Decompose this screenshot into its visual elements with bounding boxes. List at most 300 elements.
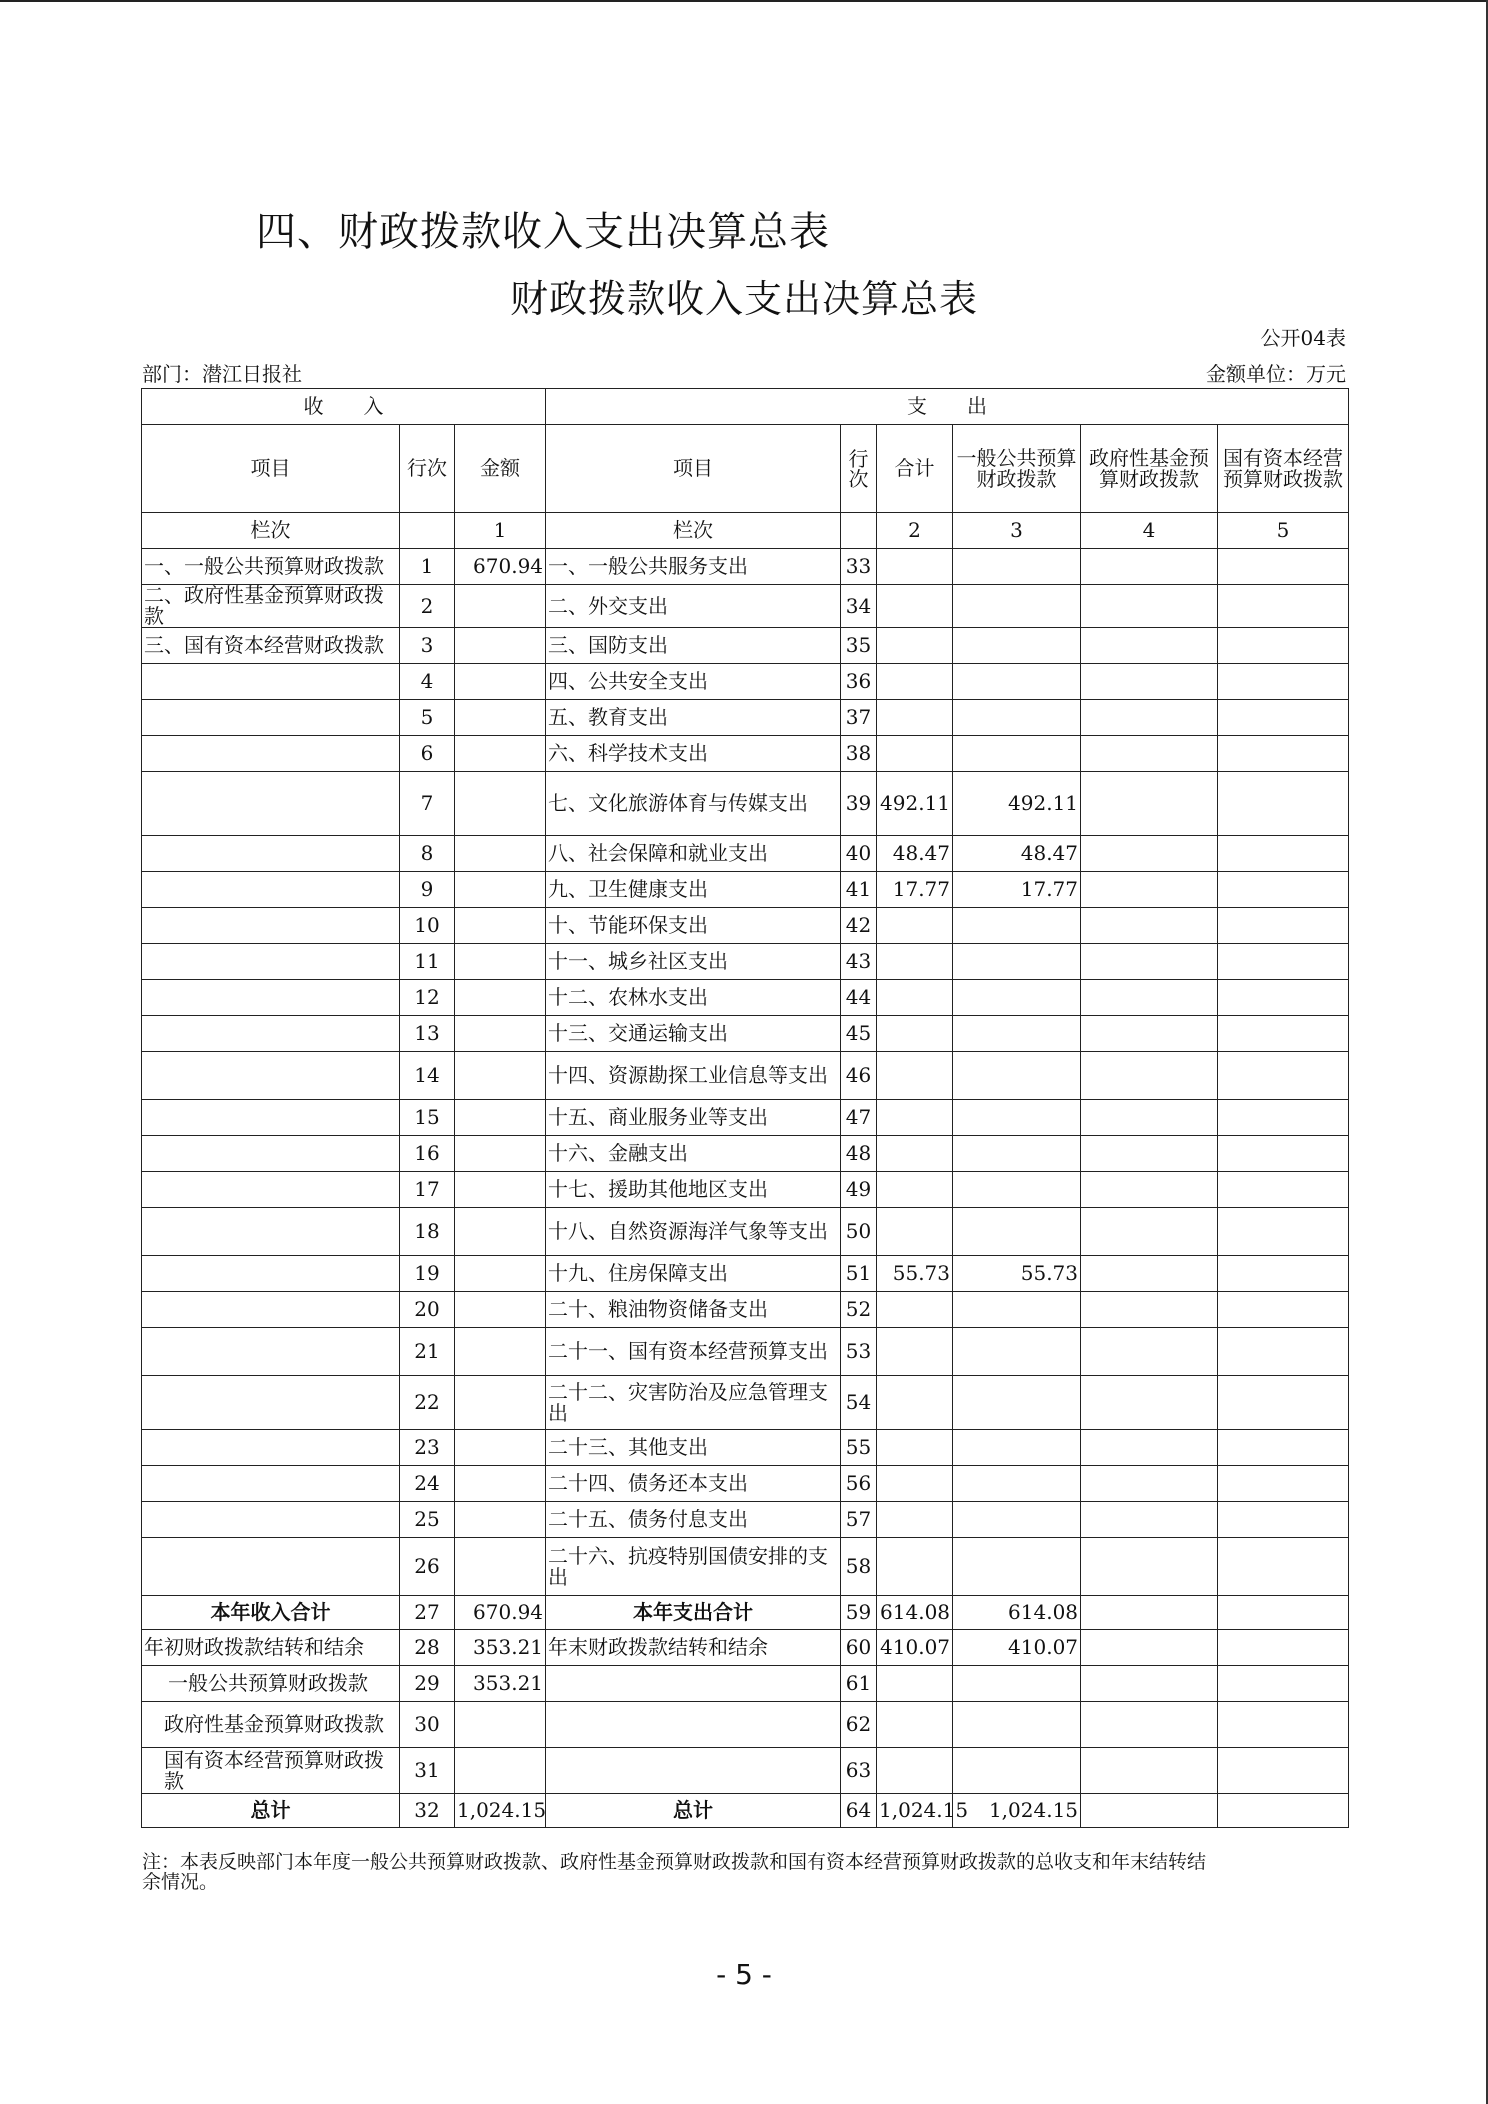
general-budget-amount <box>953 1466 1081 1502</box>
gov-fund-amount <box>1081 1208 1218 1256</box>
expense-item: 二十五、债务付息支出 <box>546 1502 841 1538</box>
annual-total-row <box>142 1596 1349 1630</box>
budget-table <box>141 388 1349 1828</box>
expense-item: 十八、自然资源海洋气象等支出 <box>546 1208 841 1256</box>
expense-total <box>877 585 953 628</box>
grand-income-no: 32 <box>400 1794 455 1828</box>
general-budget-amount <box>953 1502 1081 1538</box>
blank-cell <box>841 513 877 549</box>
expense-item: 二十、粮油物资储备支出 <box>546 1292 841 1328</box>
income-item-header: 项目 <box>142 425 400 513</box>
expense-total: 17.77 <box>877 872 953 908</box>
income-amount <box>455 1328 546 1376</box>
expense-item: 十六、金融支出 <box>546 1136 841 1172</box>
begin-general-no: 29 <box>400 1666 455 1702</box>
general-budget-amount <box>953 736 1081 772</box>
table-row <box>142 585 1349 628</box>
table-row <box>142 664 1349 700</box>
gov-fund-amount <box>1081 980 1218 1016</box>
income-row-no: 21 <box>400 1328 455 1376</box>
income-amount <box>455 664 546 700</box>
income-row-no: 6 <box>400 736 455 772</box>
blank-cell <box>1081 1596 1218 1630</box>
table-row <box>142 872 1349 908</box>
expense-total <box>877 1136 953 1172</box>
income-item <box>142 1376 400 1430</box>
state-capital-amount <box>1218 872 1349 908</box>
state-capital-amount <box>1218 1136 1349 1172</box>
income-amount <box>455 628 546 664</box>
expense-row-no: 52 <box>841 1292 877 1328</box>
begin-capital-amount <box>455 1748 546 1794</box>
balance-general-row <box>142 1666 1349 1702</box>
income-item <box>142 872 400 908</box>
grand-income-amount: 1,024.15 <box>455 1794 546 1828</box>
expense-row-no: 44 <box>841 980 877 1016</box>
begin-balance-label: 年初财政拨款结转和结余 <box>142 1630 400 1666</box>
grand-expense-label: 总计 <box>546 1794 841 1828</box>
expense-row-no: 56 <box>841 1466 877 1502</box>
begin-fund-amount <box>455 1702 546 1748</box>
income-row-no: 5 <box>400 700 455 736</box>
gov-fund-header: 政府性基金预算财政拨款 <box>1081 425 1218 513</box>
state-capital-amount <box>1218 1538 1349 1596</box>
income-item <box>142 1016 400 1052</box>
expense-total-no: 59 <box>841 1596 877 1630</box>
row-63-no: 63 <box>841 1748 877 1794</box>
expense-row-no: 58 <box>841 1538 877 1596</box>
expense-row-no: 41 <box>841 872 877 908</box>
general-budget-amount <box>953 1100 1081 1136</box>
blank-cell <box>953 1702 1081 1748</box>
table-row <box>142 980 1349 1016</box>
gov-fund-amount <box>1081 1328 1218 1376</box>
table-row <box>142 1016 1349 1052</box>
gov-fund-amount <box>1081 664 1218 700</box>
expense-item-header: 项目 <box>546 425 841 513</box>
expense-row-no: 45 <box>841 1016 877 1052</box>
gov-fund-amount <box>1081 1538 1218 1596</box>
begin-balance-amount: 353.21 <box>455 1630 546 1666</box>
gov-fund-amount <box>1081 736 1218 772</box>
general-budget-amount <box>953 628 1081 664</box>
begin-capital-no: 31 <box>400 1748 455 1794</box>
general-budget-amount <box>953 1376 1081 1430</box>
expense-total <box>877 980 953 1016</box>
income-row-no: 25 <box>400 1502 455 1538</box>
income-amount <box>455 700 546 736</box>
income-amount <box>455 908 546 944</box>
expense-total <box>877 549 953 585</box>
total-header: 合计 <box>877 425 953 513</box>
expense-item: 十一、城乡社区支出 <box>546 944 841 980</box>
table-row <box>142 1328 1349 1376</box>
expense-total <box>877 1292 953 1328</box>
begin-fund-label: 政府性基金预算财政拨款 <box>142 1702 400 1748</box>
table-row <box>142 700 1349 736</box>
gov-fund-amount <box>1081 1172 1218 1208</box>
general-budget-amount: 17.77 <box>953 872 1081 908</box>
expense-item: 九、卫生健康支出 <box>546 872 841 908</box>
grand-expense-no: 64 <box>841 1794 877 1828</box>
blank-cell <box>1081 1702 1218 1748</box>
income-amount <box>455 1052 546 1100</box>
state-capital-amount <box>1218 1172 1349 1208</box>
begin-general-amount: 353.21 <box>455 1666 546 1702</box>
income-item <box>142 1328 400 1376</box>
grand-income-label: 总计 <box>142 1794 400 1828</box>
gov-fund-amount <box>1081 836 1218 872</box>
income-item: 三、国有资本经营财政拨款 <box>142 628 400 664</box>
expense-total <box>877 1052 953 1100</box>
income-row-no: 19 <box>400 1256 455 1292</box>
income-amount <box>455 772 546 836</box>
blank-cell <box>1081 1748 1218 1794</box>
expense-row-no: 54 <box>841 1376 877 1430</box>
expense-total <box>877 736 953 772</box>
gov-fund-amount <box>1081 1136 1218 1172</box>
table-title: 财政拨款收入支出决算总表 <box>509 277 978 321</box>
blank-cell <box>1218 1794 1349 1828</box>
table-row <box>142 908 1349 944</box>
blank-cell <box>953 1666 1081 1702</box>
general-budget-amount <box>953 1172 1081 1208</box>
state-capital-amount <box>1218 1016 1349 1052</box>
income-item <box>142 980 400 1016</box>
income-item: 二、政府性基金预算财政拨款 <box>142 585 400 628</box>
expense-item: 二十四、债务还本支出 <box>546 1466 841 1502</box>
expense-total <box>877 700 953 736</box>
income-row-no: 3 <box>400 628 455 664</box>
balance-row <box>142 1630 1349 1666</box>
col-3-label: 3 <box>953 513 1081 549</box>
income-row-no: 14 <box>400 1052 455 1100</box>
end-balance-no: 60 <box>841 1630 877 1666</box>
expense-item: 五、教育支出 <box>546 700 841 736</box>
income-group-header: 收 入 <box>142 389 546 425</box>
expense-total: 48.47 <box>877 836 953 872</box>
general-budget-amount <box>953 1052 1081 1100</box>
income-total-label: 本年收入合计 <box>142 1596 400 1630</box>
income-item <box>142 1136 400 1172</box>
table-row <box>142 1466 1349 1502</box>
blank-cell <box>1081 1666 1218 1702</box>
income-amount <box>455 872 546 908</box>
general-budget-amount: 55.73 <box>953 1256 1081 1292</box>
expense-item: 十五、商业服务业等支出 <box>546 1100 841 1136</box>
expense-item: 二、外交支出 <box>546 585 841 628</box>
expense-item: 十二、农林水支出 <box>546 980 841 1016</box>
income-row-no: 13 <box>400 1016 455 1052</box>
expense-total <box>877 1208 953 1256</box>
end-balance-label: 年末财政拨款结转和结余 <box>546 1630 841 1666</box>
end-balance-amount: 410.07 <box>877 1630 953 1666</box>
income-row-no: 2 <box>400 585 455 628</box>
general-budget-amount <box>953 1538 1081 1596</box>
state-capital-amount <box>1218 1208 1349 1256</box>
unit-label: 金额单位：万元 <box>1206 362 1346 386</box>
state-capital-amount <box>1218 1052 1349 1100</box>
gov-fund-amount <box>1081 549 1218 585</box>
state-capital-amount <box>1218 585 1349 628</box>
general-budget-amount <box>953 585 1081 628</box>
blank-cell <box>877 1666 953 1702</box>
state-capital-amount <box>1218 628 1349 664</box>
expense-item: 四、公共安全支出 <box>546 664 841 700</box>
grand-expense-amount: 1,024.15 <box>877 1794 953 1828</box>
income-row-no: 4 <box>400 664 455 700</box>
state-capital-amount <box>1218 1466 1349 1502</box>
income-total-amount: 670.94 <box>455 1596 546 1630</box>
col-2-label: 2 <box>877 513 953 549</box>
general-budget-amount <box>953 664 1081 700</box>
state-capital-amount <box>1218 908 1349 944</box>
state-capital-amount <box>1218 772 1349 836</box>
income-amount <box>455 836 546 872</box>
expense-row-no: 51 <box>841 1256 877 1292</box>
income-amount <box>455 1466 546 1502</box>
row-61-no: 61 <box>841 1666 877 1702</box>
income-item <box>142 908 400 944</box>
expense-item: 三、国防支出 <box>546 628 841 664</box>
expense-item: 十三、交通运输支出 <box>546 1016 841 1052</box>
begin-balance-no: 28 <box>400 1630 455 1666</box>
expense-total-amount: 614.08 <box>877 1596 953 1630</box>
table-row <box>142 1052 1349 1100</box>
state-capital-header: 国有资本经营预算财政拨款 <box>1218 425 1349 513</box>
expense-item: 十九、住房保障支出 <box>546 1256 841 1292</box>
blank-cell <box>546 1702 841 1748</box>
blank-cell <box>1081 1794 1218 1828</box>
blank-cell <box>1218 1666 1349 1702</box>
table-row <box>142 1100 1349 1136</box>
expense-row-no: 33 <box>841 549 877 585</box>
blank-cell <box>400 513 455 549</box>
blank-cell <box>1218 1630 1349 1666</box>
state-capital-amount <box>1218 1502 1349 1538</box>
general-budget-amount: 492.11 <box>953 772 1081 836</box>
expense-item: 十四、资源勘探工业信息等支出 <box>546 1052 841 1100</box>
expense-total: 55.73 <box>877 1256 953 1292</box>
state-capital-amount <box>1218 1328 1349 1376</box>
blank-cell <box>877 1702 953 1748</box>
general-budget-amount <box>953 944 1081 980</box>
income-amount <box>455 1502 546 1538</box>
expense-row-no: 38 <box>841 736 877 772</box>
table-row <box>142 1430 1349 1466</box>
general-budget-amount <box>953 1430 1081 1466</box>
expense-total <box>877 664 953 700</box>
table-row <box>142 1502 1349 1538</box>
income-row-no: 26 <box>400 1538 455 1596</box>
table-row <box>142 1292 1349 1328</box>
gov-fund-amount <box>1081 628 1218 664</box>
blank-cell <box>546 1748 841 1794</box>
general-budget-amount <box>953 1292 1081 1328</box>
row-62-no: 62 <box>841 1702 877 1748</box>
general-budget-amount <box>953 1328 1081 1376</box>
expense-item: 七、文化旅游体育与传媒支出 <box>546 772 841 836</box>
expense-group-header: 支 出 <box>546 389 1349 425</box>
blank-cell <box>546 1666 841 1702</box>
income-row-no: 8 <box>400 836 455 872</box>
expense-column-no-label: 栏次 <box>546 513 841 549</box>
expense-row-no: 46 <box>841 1052 877 1100</box>
income-amount <box>455 1430 546 1466</box>
state-capital-amount <box>1218 1292 1349 1328</box>
state-capital-amount <box>1218 836 1349 872</box>
expense-row-no: 57 <box>841 1502 877 1538</box>
expense-total <box>877 1466 953 1502</box>
page-number: - 5 - <box>716 1958 772 1991</box>
column-header-row <box>142 425 1349 513</box>
expense-total <box>877 1502 953 1538</box>
expense-item: 二十二、灾害防治及应急管理支出 <box>546 1376 841 1430</box>
general-budget-amount <box>953 700 1081 736</box>
expense-row-no: 48 <box>841 1136 877 1172</box>
income-item <box>142 1052 400 1100</box>
expense-row-no: 50 <box>841 1208 877 1256</box>
income-amount <box>455 944 546 980</box>
col-4-label: 4 <box>1081 513 1218 549</box>
expense-total: 492.11 <box>877 772 953 836</box>
income-item <box>142 664 400 700</box>
state-capital-amount <box>1218 700 1349 736</box>
balance-capital-row <box>142 1748 1349 1794</box>
income-item <box>142 700 400 736</box>
income-item <box>142 736 400 772</box>
income-item <box>142 1172 400 1208</box>
table-row <box>142 549 1349 585</box>
state-capital-amount <box>1218 1256 1349 1292</box>
income-row-no: 9 <box>400 872 455 908</box>
income-item <box>142 944 400 980</box>
expense-item: 二十三、其他支出 <box>546 1430 841 1466</box>
income-amount <box>455 1100 546 1136</box>
table-row <box>142 944 1349 980</box>
grand-expense-general: 1,024.15 <box>953 1794 1081 1828</box>
income-row-no: 24 <box>400 1466 455 1502</box>
expense-row-no-header: 行 次 <box>841 425 877 513</box>
table-row <box>142 1376 1349 1430</box>
income-row-no: 15 <box>400 1100 455 1136</box>
gov-fund-amount <box>1081 1256 1218 1292</box>
blank-cell <box>877 1748 953 1794</box>
expense-total-general: 614.08 <box>953 1596 1081 1630</box>
income-amount <box>455 1376 546 1430</box>
general-budget-amount <box>953 1208 1081 1256</box>
expense-item: 十七、援助其他地区支出 <box>546 1172 841 1208</box>
gov-fund-amount <box>1081 1292 1218 1328</box>
begin-general-label: 一般公共预算财政拨款 <box>142 1666 400 1702</box>
state-capital-amount <box>1218 736 1349 772</box>
expense-row-no: 53 <box>841 1328 877 1376</box>
income-amount <box>455 1136 546 1172</box>
general-budget-amount <box>953 908 1081 944</box>
income-amount <box>455 585 546 628</box>
column-number-row <box>142 513 1349 549</box>
expense-total <box>877 1538 953 1596</box>
expense-item: 一、一般公共服务支出 <box>546 549 841 585</box>
state-capital-amount <box>1218 664 1349 700</box>
income-item <box>142 1538 400 1596</box>
blank-cell <box>1218 1702 1349 1748</box>
income-item <box>142 1292 400 1328</box>
state-capital-amount <box>1218 1430 1349 1466</box>
income-row-no: 10 <box>400 908 455 944</box>
expense-row-no: 49 <box>841 1172 877 1208</box>
expense-total <box>877 628 953 664</box>
expense-total <box>877 944 953 980</box>
gov-fund-amount <box>1081 700 1218 736</box>
expense-row-no: 35 <box>841 628 877 664</box>
gov-fund-amount <box>1081 1100 1218 1136</box>
begin-fund-no: 30 <box>400 1702 455 1748</box>
general-budget-amount <box>953 549 1081 585</box>
income-row-no: 7 <box>400 772 455 836</box>
expense-row-no: 40 <box>841 836 877 872</box>
income-row-no: 16 <box>400 1136 455 1172</box>
income-amount <box>455 980 546 1016</box>
expense-total <box>877 1328 953 1376</box>
blank-cell <box>1218 1748 1349 1794</box>
expense-total <box>877 1430 953 1466</box>
gov-fund-amount <box>1081 1016 1218 1052</box>
table-row <box>142 1172 1349 1208</box>
expense-row-no: 34 <box>841 585 877 628</box>
income-item <box>142 1100 400 1136</box>
general-budget-amount: 48.47 <box>953 836 1081 872</box>
expense-total <box>877 1100 953 1136</box>
department-label: 部门：潜江日报社 <box>142 362 302 386</box>
income-item <box>142 1430 400 1466</box>
expense-total <box>877 1016 953 1052</box>
gov-fund-amount <box>1081 1430 1218 1466</box>
end-balance-general: 410.07 <box>953 1630 1081 1666</box>
income-row-no: 23 <box>400 1430 455 1466</box>
income-amount: 670.94 <box>455 549 546 585</box>
gov-fund-amount <box>1081 1052 1218 1100</box>
general-budget-amount <box>953 1136 1081 1172</box>
table-row <box>142 628 1349 664</box>
gov-fund-amount <box>1081 1376 1218 1430</box>
table-row <box>142 836 1349 872</box>
balance-fund-row <box>142 1702 1349 1748</box>
expense-row-no: 36 <box>841 664 877 700</box>
gov-fund-amount <box>1081 872 1218 908</box>
income-total-no: 27 <box>400 1596 455 1630</box>
income-row-no: 12 <box>400 980 455 1016</box>
income-row-no: 17 <box>400 1172 455 1208</box>
income-item <box>142 836 400 872</box>
income-item <box>142 772 400 836</box>
state-capital-amount <box>1218 1100 1349 1136</box>
income-amount <box>455 1256 546 1292</box>
col-5-label: 5 <box>1218 513 1349 549</box>
table-note: 注：本表反映部门本年度一般公共预算财政拨款、政府性基金预算财政拨款和国有资本经营预算财政拨款的总收支和年末结转结余情况。 <box>142 1851 1207 1893</box>
table-row <box>142 1256 1349 1292</box>
gov-fund-amount <box>1081 944 1218 980</box>
expense-row-no: 37 <box>841 700 877 736</box>
income-row-no: 18 <box>400 1208 455 1256</box>
expense-total-label: 本年支出合计 <box>546 1596 841 1630</box>
income-amount <box>455 1292 546 1328</box>
expense-row-no: 55 <box>841 1430 877 1466</box>
grand-total-row <box>142 1794 1349 1828</box>
income-amount <box>455 1538 546 1596</box>
income-row-no-header: 行次 <box>400 425 455 513</box>
income-item <box>142 1208 400 1256</box>
